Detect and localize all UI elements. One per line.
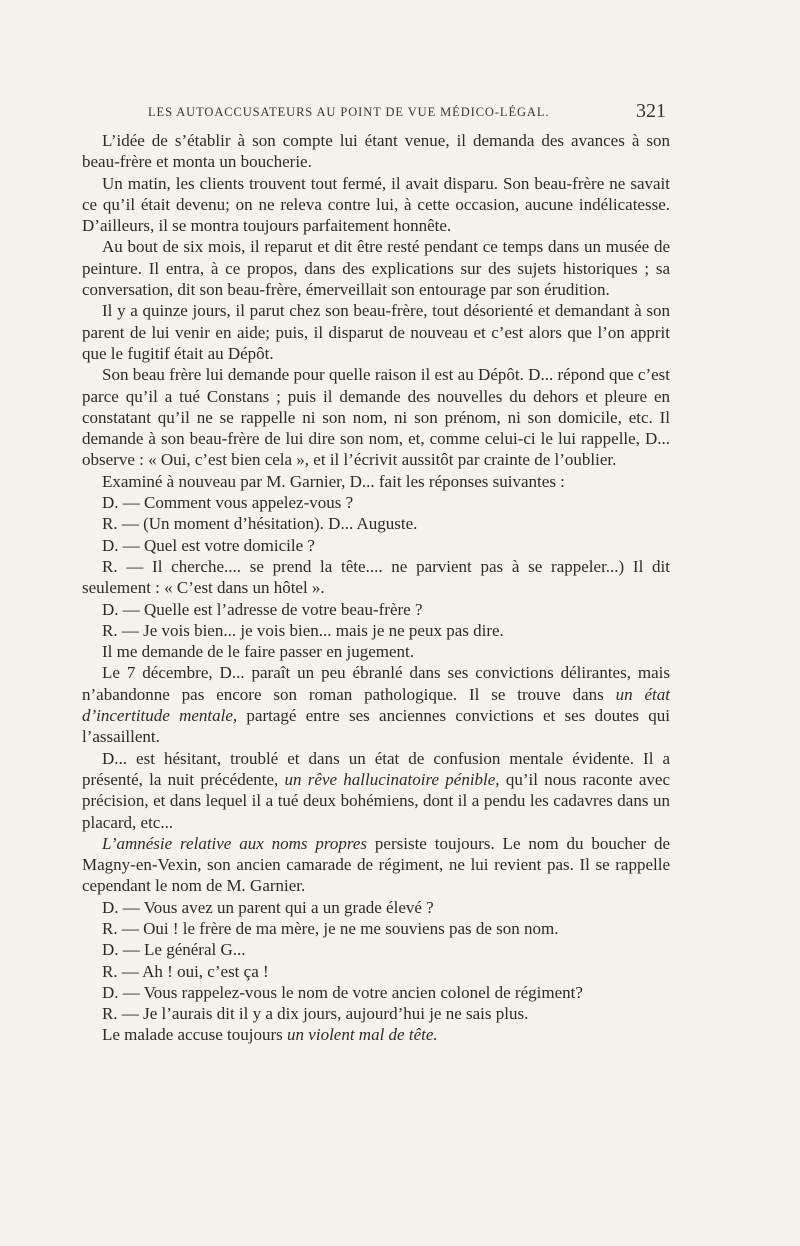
paragraph xyxy=(82,130,670,173)
text-segment: Il y a quinze jours, il parut chez son beau-frère, tout désorienté et demandant à son parent de lui venir en aide; puis, il disparut de nouveau et c’est alors que l’on apprit que le fugitif était au Dépôt. xyxy=(82,301,670,363)
text-segment: persiste toujours. Le nom du boucher de Magny-en-Vexin, son ancien camarade de régiment, ne lui revient pas. Il se rappelle cependant le nom de M. Garnier. xyxy=(82,833,670,896)
italic-text: un état d’incertitude mentale, xyxy=(82,684,671,726)
text-segment: Le malade accuse toujours xyxy=(102,1025,288,1045)
text-segment: L’idée de s’établir à son compte lui étant venue, il demanda des avances à son beau-frère et monta un boucherie. xyxy=(82,131,670,172)
text-segment: D. — Quel est votre domicile ? xyxy=(102,535,315,555)
text-segment: D. — Vous rappelez-vous le nom de votre ancien colonel de régiment? xyxy=(102,982,583,1002)
text-segment: D. — Vous avez un parent qui a un grade élevé ? xyxy=(102,897,434,917)
text-segment: Un matin, les clients trouvent tout fermé, il avait disparu. Son beau-frère ne savait ce qu’il était devenu; on ne releva contre lui, à cette occasion, aucune indélicatesse. D’ailleurs, il se montra toujours parfaitement honnête. xyxy=(82,173,670,236)
body-text xyxy=(82,130,670,1046)
paragraph xyxy=(82,599,670,620)
text-segment: Il me demande de le faire passer en jugement. xyxy=(102,642,415,662)
paragraph xyxy=(82,513,670,534)
text-segment: Examiné à nouveau par M. Garnier, D... fait les réponses suivantes : xyxy=(102,471,565,491)
page-number: 321 xyxy=(636,100,666,122)
text-segment: R. — Je l’aurais dit il y a dix jours, aujourd’hui je ne sais plus. xyxy=(102,1004,529,1024)
text-segment: R. — Je vois bien... je vois bien... mais je ne peux pas dire. xyxy=(102,620,504,640)
text-segment: R. — Il cherche.... se prend la tête.... ne parvient pas à se rappeler...) Il dit seulement : « C’est dans un hôtel ». xyxy=(82,556,670,598)
paragraph xyxy=(82,961,670,982)
paragraph xyxy=(82,492,670,513)
paragraph xyxy=(82,620,670,641)
paragraph xyxy=(82,556,670,599)
paragraph xyxy=(82,897,670,918)
paragraph xyxy=(82,173,670,237)
paragraph xyxy=(82,300,670,364)
paragraph xyxy=(82,833,670,897)
italic-text: un rêve hallucinatoire pénible, xyxy=(284,769,500,789)
text-segment: D... est hésitant, troublé et dans un état de confusion mentale évidente. Il a présenté, la nuit précédente, xyxy=(82,748,670,789)
text-segment: R. — Oui ! le frère de ma mère, je ne me souviens pas de son nom. xyxy=(102,918,559,938)
paragraph xyxy=(82,918,670,939)
paragraph xyxy=(82,1003,670,1024)
text-segment: R. — (Un moment d’hésitation). D... Auguste. xyxy=(102,514,418,534)
paragraph xyxy=(82,641,670,662)
running-title: LES AUTOACCUSATEURS AU POINT DE VUE MÉDICO-LÉGAL. xyxy=(148,105,550,119)
italic-text: L’amnésie relative aux noms propres xyxy=(102,833,368,853)
page-header xyxy=(148,100,666,125)
text-segment: D. — Quelle est l’adresse de votre beau-frère ? xyxy=(102,599,423,619)
text-segment: Le 7 décembre, D... paraît un peu ébranlé dans ses convictions délirantes, mais n’abandonne pas encore son roman pathologique. Il se trouve dans xyxy=(82,663,670,704)
paragraph xyxy=(82,364,670,470)
paragraph xyxy=(82,748,670,833)
paragraph xyxy=(82,662,670,747)
paragraph xyxy=(82,939,670,960)
paragraph xyxy=(82,1024,670,1045)
text-segment: R. — Ah ! oui, c’est ça ! xyxy=(102,961,269,981)
italic-text: un violent mal de tête. xyxy=(287,1025,438,1045)
paragraph xyxy=(82,535,670,556)
paragraph xyxy=(82,236,670,300)
text-segment: Au bout de six mois, il reparut et dit être resté pendant ce temps dans un musée de peinture. Il entra, à ce propos, dans des explications sur des sujets historiques ; sa conversation, dit son beau-frère, émerveillait son entourage par son érudition. xyxy=(82,237,670,300)
paragraph xyxy=(82,982,670,1003)
paragraph xyxy=(82,471,670,492)
text-segment: partagé entre ses anciennes convictions et ses doutes qui l’assaillent. xyxy=(82,706,670,747)
text-segment: qu’il nous raconte avec précision, et dans lequel il a tué deux bohémiens, dont il a pendu les cadavres dans un placard, etc... xyxy=(82,769,670,832)
text-segment: D. — Comment vous appelez-vous ? xyxy=(102,493,354,513)
text-segment: D. — Le général G... xyxy=(102,940,246,960)
text-segment: Son beau frère lui demande pour quelle raison il est au Dépôt. D... répond que c’est parce qu’il a tué Constans ; puis il demande des nouvelles du dehors et pleure en constatant qu’il ne se rappelle ni son nom, ni son prénom, ni son domicile, etc. Il demande à son beau-frère de lui dire son nom, et, comme celui-ci le lui rappelle, D... observe : « Oui, c’est bien cela », et il l’écrivit aussitôt par crainte de l’oublier. xyxy=(82,365,670,470)
